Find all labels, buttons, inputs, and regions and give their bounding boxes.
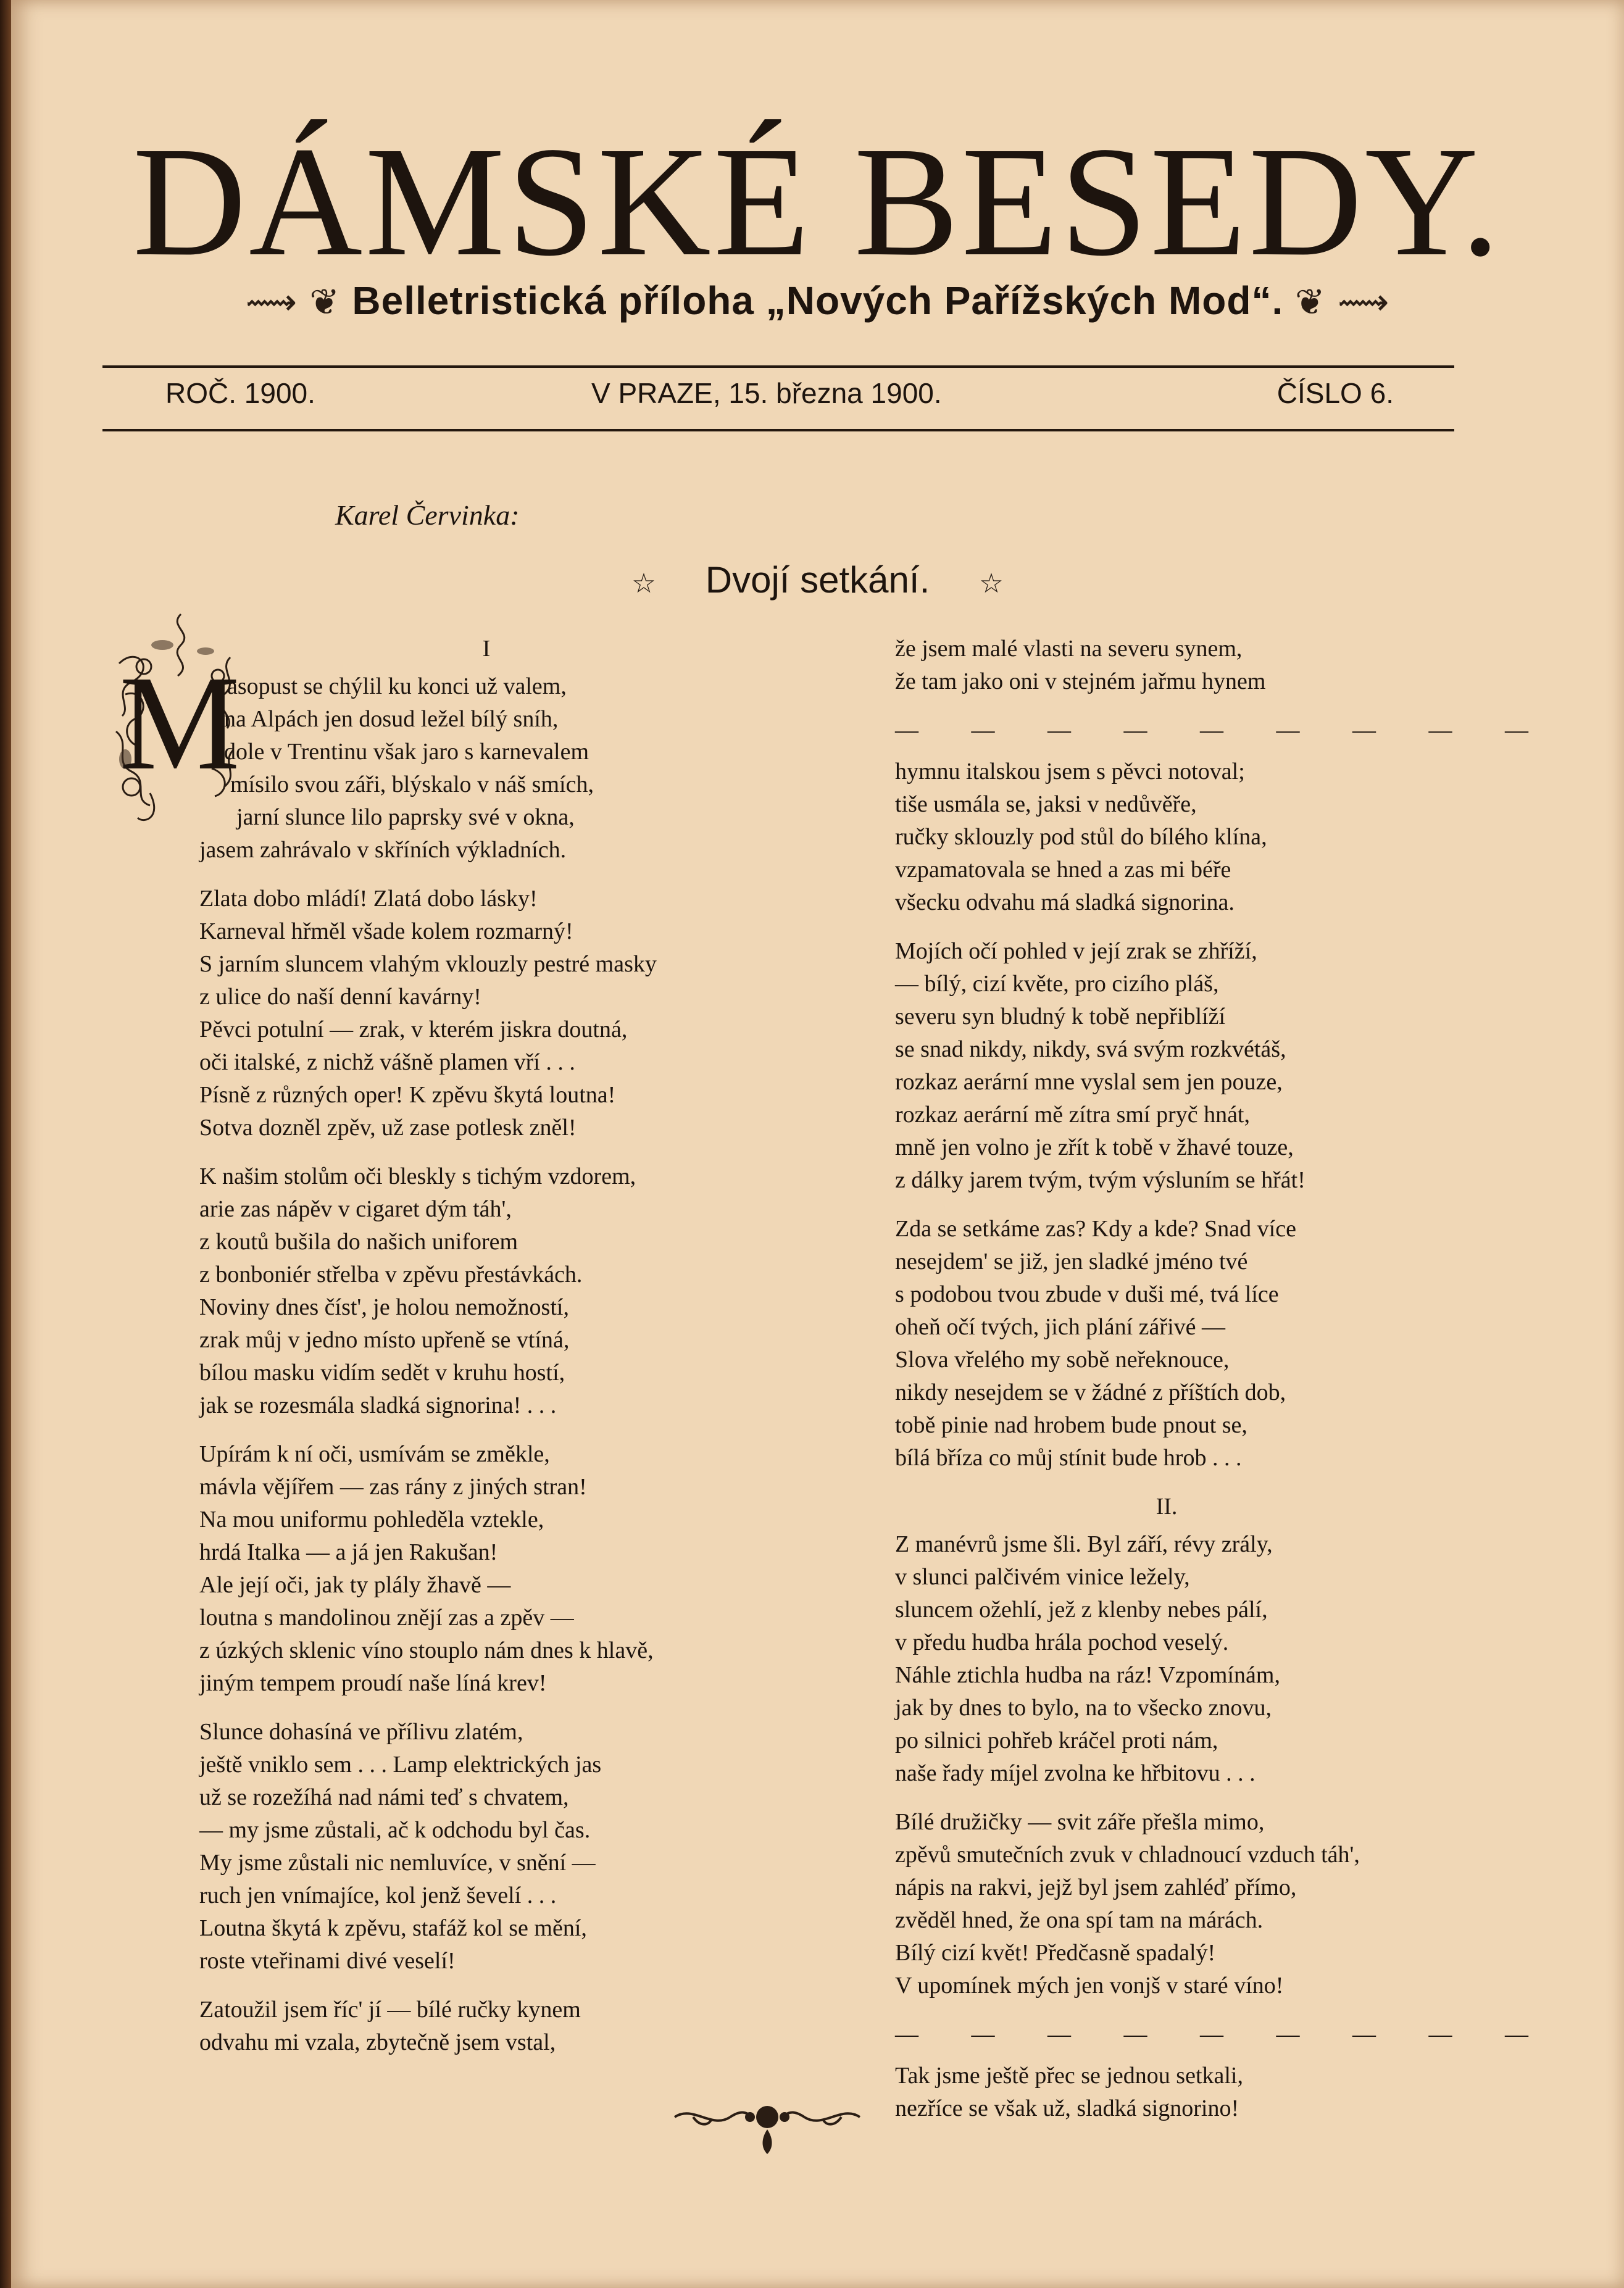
stanza xyxy=(199,1160,773,1422)
masthead-title: DÁMSKÉ BESEDY. xyxy=(132,115,1503,289)
poem-line: že tam jako oni v stejném jařmu hynem xyxy=(895,668,1266,694)
poem-line: v předu hudba hrála pochod veselý. xyxy=(895,1629,1229,1655)
left-stanzas xyxy=(199,670,773,2059)
poem-line: nápis na rakvi, jejž byl jsem zahléď přímo, xyxy=(895,1874,1297,1900)
poem-line: V upomínek mých jen vonjš v staré víno! xyxy=(895,1973,1284,1999)
poem-line: mísilo svou záři, blýskalo v náš smích, xyxy=(230,772,594,797)
issue-place-date: V PRAZE, 15. března 1900. xyxy=(591,377,942,409)
poem-line: Písně z různých oper! K zpěvu škytá loutna! xyxy=(199,1082,616,1108)
dash-separator: — — — — — — — — — xyxy=(895,2021,1552,2047)
stanza xyxy=(895,633,1438,698)
right-column xyxy=(895,633,1552,2141)
poem-line: hrdá Italka — a já jen Rakušan! xyxy=(199,1539,498,1565)
poem-line: se snad nikdy, nikdy, svá svým rozkvétáš, xyxy=(895,1036,1286,1062)
poem-title: Dvojí setkání. xyxy=(705,559,930,601)
poem-line: oheň očí tvých, jich plání zářivé — xyxy=(895,1314,1225,1340)
right-flourish-icon: ❦ ⟿ xyxy=(1295,281,1390,323)
poem-line: jasem zahrávalo v skříních výkladních. xyxy=(199,837,567,863)
poem-line: zvěděl hned, že ona spí tam na márách. xyxy=(895,1907,1264,1933)
poem-line: ručky sklouzly pod stůl do bílého klína, xyxy=(895,824,1267,850)
poem-line: asopust se chýlil ku konci už valem, xyxy=(227,673,567,699)
poem-line: — bílý, cizí květe, pro cizího pláš, xyxy=(895,971,1219,997)
poem-line: nikdy nesejdem se v žádné z příštích dob, xyxy=(895,1379,1286,1405)
left-column xyxy=(199,633,773,2075)
dash-separator: — — — — — — — — — xyxy=(895,717,1552,743)
poem-line: oči italské, z nichž vášně plamen vří . . . xyxy=(199,1049,575,1075)
star-icon: ☆ xyxy=(979,568,1004,599)
magazine-page xyxy=(11,0,1624,2288)
poem-line: bílá bříza co můj stínit bude hrob . . . xyxy=(895,1445,1242,1471)
poem-line: K našim stolům oči bleskly s tichým vzdorem, xyxy=(199,1163,636,1189)
poem-title-row xyxy=(11,559,1624,601)
poem-line: z úzkých sklenic víno stouplo nám dnes k hlavě, xyxy=(199,1637,654,1663)
poem-line: zpěvů smutečních zvuk v chladnoucí vzduch táh', xyxy=(895,1842,1360,1868)
issue-header xyxy=(165,376,1394,420)
poem-line: vzpamatovala se hned a zas mi béře xyxy=(895,857,1231,883)
poem-line: Noviny dnes číst', je holou nemožností, xyxy=(199,1294,569,1320)
poem-line: jak by dnes to bylo, na to všecko znovu, xyxy=(895,1695,1272,1721)
poem-line: ruch jen vnímajíce, kol jenž ševelí . . . xyxy=(199,1882,557,1908)
poem-line: jarní slunce lilo paprsky své v okna, xyxy=(236,804,575,830)
stanza xyxy=(199,670,773,867)
poem-line: už se rozežíhá nad námi teď s chvatem, xyxy=(199,1784,569,1810)
poem-line: Upírám k ní oči, usmívám se změkle, xyxy=(199,1441,550,1467)
poem-line: rozkaz aerární mě zítra smí pryč hnát, xyxy=(895,1102,1250,1128)
poem-line: Loutna škytá k zpěvu, stafáž kol se mění, xyxy=(199,1915,587,1941)
header-rule-bottom xyxy=(102,429,1454,431)
poem-line: v slunci palčivém vinice ležely, xyxy=(895,1564,1190,1590)
poem-line: Pěvci potulní — zrak, v kterém jiskra doutná, xyxy=(199,1017,628,1042)
poem-line: z koutů bušila do našich uniforem xyxy=(199,1229,518,1255)
article-author: Karel Červinka: xyxy=(335,499,520,531)
poem-line: Tak jsme ještě přec se jednou setkali, xyxy=(895,2063,1243,2089)
poem-line: všecku odvahu má sladká signorina. xyxy=(895,889,1235,915)
right-stanzas-d xyxy=(895,2060,1438,2125)
stanza xyxy=(895,1213,1438,1475)
book-binding-edge xyxy=(0,0,11,2288)
stanza xyxy=(895,935,1438,1197)
poem-line: s podobou tvou zbude v duši mé, tvá líce xyxy=(895,1281,1279,1307)
poem-line: Slunce dohasíná ve přílivu zlatém, xyxy=(199,1719,523,1745)
poem-line: jiným tempem proudí naše líná krev! xyxy=(199,1670,547,1696)
poem-line: Na mou uniformu pohleděla vztekle, xyxy=(199,1507,544,1533)
poem-line: mávla vějířem — zas rány z jiných stran! xyxy=(199,1474,587,1500)
poem-line: Zlata dobo mládí! Zlatá dobo lásky! xyxy=(199,886,538,912)
poem-line: mně jen volno je zřít k tobě v žhavé touze, xyxy=(895,1134,1294,1160)
poem-line: Slova vřelého my sobě neřeknouce, xyxy=(895,1347,1230,1373)
dropcap-letter: M xyxy=(119,647,240,798)
poem-line: že jsem malé vlasti na severu synem, xyxy=(895,636,1243,662)
poem-line: Ale její oči, jak ty plály žhavě — xyxy=(199,1572,511,1598)
section-heading-1: I xyxy=(482,636,491,662)
poem-line: severu syn bludný k tobě nepřiblíží xyxy=(895,1004,1226,1030)
poem-line: loutna s mandolinou znějí zas a zpěv — xyxy=(199,1605,574,1631)
poem-line: ještě vniklo sem . . . Lamp elektrických jas xyxy=(199,1752,602,1778)
poem-line: Zatoužil jsem říc' jí — bílé ručky kynem xyxy=(199,1997,581,2023)
poem-line: odvahu mi vzala, zbytečně jsem vstal, xyxy=(199,2029,556,2055)
poem-line: z dálky jarem tvým, tvým výsluním se hřát! xyxy=(895,1167,1305,1193)
right-stanzas-b xyxy=(895,755,1438,1475)
stanza xyxy=(895,1528,1438,1790)
poem-line: dole v Trentinu však jaro s karnevalem xyxy=(224,739,589,765)
poem-line: Karneval hřměl všade kolem rozmarný! xyxy=(199,918,573,944)
poem-line: rozkaz aerární mne vyslal sem jen pouze, xyxy=(895,1069,1283,1095)
poem-line: Z manévrů jsme šli. Byl září, révy zrály, xyxy=(895,1531,1273,1557)
poem-line: Mojích očí pohled v její zrak se zhříží, xyxy=(895,938,1257,964)
poem-line: Náhle ztichla hudba na ráz! Vzpomínám, xyxy=(895,1662,1280,1688)
stanza xyxy=(199,1716,773,1978)
subtitle-text: Belletristická příloha „Nových Pařížských Mod“. xyxy=(352,278,1284,323)
left-flourish-icon: ⟿ ❦ xyxy=(245,281,352,323)
stanza xyxy=(199,1994,773,2059)
poem-line: zrak můj v jedno místo upřeně se vtíná, xyxy=(199,1327,570,1353)
poem-line: roste vteřinami divé veselí! xyxy=(199,1948,456,1974)
stanza xyxy=(895,2060,1438,2125)
issue-year: ROČ. 1900. xyxy=(165,377,315,409)
right-stanzas-c xyxy=(895,1528,1438,2002)
poem-line: naše řady míjel zvolna ke hřbitovu . . . xyxy=(895,1760,1255,1786)
poem-line: My jsme zůstali nic nemluvíce, v snění — xyxy=(199,1850,596,1876)
stanza xyxy=(199,883,773,1144)
issue-number: ČÍSLO 6. xyxy=(1276,377,1394,409)
poem-line: z bonboniér střelba v zpěvu přestávkách. xyxy=(199,1262,583,1288)
poem-line: nezříce se však už, sladká signorino! xyxy=(895,2095,1239,2121)
poem-line: Sotva dozněl zpěv, už zase potlesk zněl! xyxy=(199,1115,577,1141)
poem-line: — my jsme zůstali, ač k odchodu byl čas. xyxy=(199,1817,591,1843)
poem-line: S jarním sluncem vlahým vklouzly pestré masky xyxy=(199,951,657,977)
section-heading-2: II. xyxy=(1156,1494,1178,1520)
stanza xyxy=(895,1806,1438,2002)
poem-line: tobě pinie nad hrobem bude pnout se, xyxy=(895,1412,1247,1438)
masthead-subtitle xyxy=(11,278,1624,323)
poem-line: nesejdem' se již, jen sladké jméno tvé xyxy=(895,1249,1248,1275)
poem-line: na Alpách jen dosud ležel bílý sníh, xyxy=(224,706,559,732)
header-rule-top xyxy=(102,365,1454,368)
end-ornament-icon xyxy=(668,2089,866,2157)
poem-line: arie zas nápěv v cigaret dým táh', xyxy=(199,1196,512,1222)
poem-line: Bílé družičky — svit záře přešla mimo, xyxy=(895,1809,1265,1835)
poem-line: bílou masku vidím sedět v kruhu hostí, xyxy=(199,1360,565,1386)
right-stanzas-a xyxy=(895,633,1438,698)
poem-line: Bílý cizí květ! Předčasně spadalý! xyxy=(895,1940,1216,1966)
poem-line: po silnici pohřeb kráčel proti nám, xyxy=(895,1728,1218,1753)
poem-line: hymnu italskou jsem s pěvci notoval; xyxy=(895,759,1245,784)
poem-line: Zda se setkáme zas? Kdy a kde? Snad více xyxy=(895,1216,1296,1242)
poem-line: jak se rozesmála sladká signorina! . . . xyxy=(199,1392,557,1418)
poem-line: tiše usmála se, jaksi v nedůvěře, xyxy=(895,791,1197,817)
stanza xyxy=(895,755,1438,919)
stanza xyxy=(199,1438,773,1700)
poem-line: sluncem ožehlí, jež z klenby nebes pálí, xyxy=(895,1597,1268,1623)
star-icon: ☆ xyxy=(631,568,656,599)
poem-line: z ulice do naší denní kavárny! xyxy=(199,984,481,1010)
